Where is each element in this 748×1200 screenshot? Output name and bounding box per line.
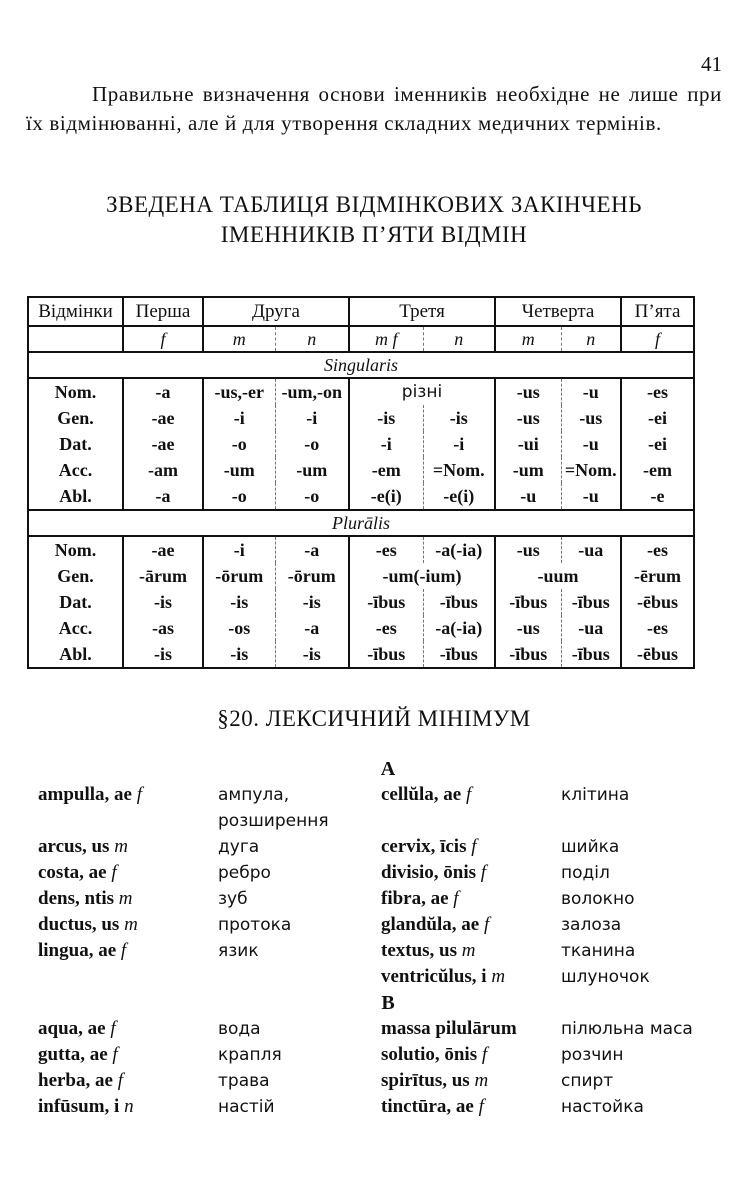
case-label: Abl. [59,643,92,664]
ending-cell: -em [621,457,694,483]
latin-term: ampulla, ae f [38,784,142,805]
gender-cell: m [495,326,561,352]
ukrainian-translation: вода [218,1019,261,1039]
ending-cell: -as [123,615,203,641]
table-row [28,563,694,589]
ending-cell: -is [123,641,203,668]
ending-cell: -is [275,589,349,615]
latin-term: gutta, ae f [38,1044,118,1065]
ukrainian-translation: шлуночок [561,967,650,987]
ukrainian-translation: зуб [218,889,248,909]
ending-cell: -es [349,615,423,641]
ending-cell: -a(-ia) [423,615,495,641]
plural-label-row [28,510,694,536]
ending-cell: -i [275,405,349,431]
gender-mark: m [124,914,138,935]
ending-cell: -ībus [423,589,495,615]
ending-cell: -ōrum [275,563,349,589]
table-row [28,483,694,510]
ending-cell: -ae [123,405,203,431]
ending-cell: -us [561,405,621,431]
header-fourth: Четверта [495,297,621,326]
latin-term: aqua, ae f [38,1018,116,1039]
gender-mark: f [480,862,487,883]
ending-cell: -i [423,431,495,457]
latin-term: solutio, ōnis f [381,1044,488,1065]
ending-cell: -ārum [123,563,203,589]
table-row [28,431,694,457]
header-fifth: П’ята [621,297,694,326]
gender-cell: f [621,326,694,352]
gender-mark: f [478,1096,484,1117]
ending-cell: -a(-ia) [423,536,495,563]
ending-cell: -is [423,405,495,431]
header-third: Третя [349,297,495,326]
ending-cell: -em [349,457,423,483]
intro-paragraph: Правильне визначення основи іменників необхідне не лише при їх відмінюванні, але й для утворення складних медичних термінів. [26,82,722,135]
gender-cell: m [203,326,275,352]
gender-mark: m [114,836,128,857]
gender-mark: f [110,1018,116,1039]
gender-mark: f [465,784,472,805]
vocab-row [38,912,738,938]
declension-endings-table [27,296,695,669]
letter-a-heading: А [380,758,396,780]
ending-cell: -ēbus [621,641,694,668]
latin-term: cervix, īcis f [381,836,477,857]
vocab-row [38,860,738,886]
table-row [28,457,694,483]
ending-cell: -u [495,483,561,510]
vocab-row [38,1094,738,1120]
case-label: Nom. [54,381,97,402]
ending-cell: -ui [495,431,561,457]
letter-b-heading: В [381,992,395,1014]
ukrainian-translation: волокно [561,889,635,909]
ending-cell: -es [621,378,694,405]
table-row [28,378,694,405]
ukrainian-translation [218,964,381,990]
vocab-row [38,834,738,860]
gender-mark: f [112,1044,118,1065]
gender-mark: m [118,888,133,909]
gender-mark: f [483,914,490,935]
ending-cell: -e [621,483,694,510]
header-cases: Відмінки [28,297,123,326]
gender-cell: n [423,326,495,352]
ending-cell: -es [621,536,694,563]
ending-cell: -os [203,615,275,641]
ending-cell: -um [203,457,275,483]
ending-cell: -i [203,536,275,563]
ending-cell: -u [561,378,621,405]
gender-mark: n [124,1096,134,1117]
ending-cell: -i [349,431,423,457]
vocab-row [38,782,738,834]
case-label: Gen. [57,565,94,586]
gender-empty [28,326,123,352]
ending-cell: -e(i) [423,483,495,510]
ending-cell: -ae [123,431,203,457]
vocab-row [38,938,738,964]
ending-cell: -us,-er [203,378,275,405]
ending-cell: різні [349,378,495,405]
header-second: Друга [203,297,349,326]
plural-label: Plurālis [28,510,694,536]
gender-mark: f [136,784,142,805]
ending-cell: -ei [621,405,694,431]
ukrainian-translation: пілюльна маса [561,1019,693,1039]
ending-cell: -ērum [621,563,694,589]
ending-cell: -ībus [349,589,423,615]
table-header-row [28,297,694,326]
latin-term: ventricŭlus, i m [381,966,506,987]
ending-cell: -is [123,589,203,615]
ending-cell: -us [495,378,561,405]
ending-cell: =Nom. [561,457,621,483]
latin-term: cellŭla, ae f [381,784,472,805]
section-title: §20. ЛЕКСИЧНИЙ МІНІМУМ [217,706,531,731]
gender-row [28,326,694,352]
ending-cell: -ae [123,536,203,563]
ending-cell: -o [203,483,275,510]
ending-cell: -ībus [561,589,621,615]
gender-cell: n [275,326,349,352]
ending-cell: -is [349,405,423,431]
ukrainian-translation: дуга [218,837,260,857]
gender-cell: f [123,326,203,352]
ending-cell: -is [203,641,275,668]
latin-term: spirītus, us m [381,1070,489,1091]
ending-cell: -a [275,536,349,563]
latin-term: divisio, ōnis f [381,862,487,883]
ending-cell: -us [495,536,561,563]
ending-cell: -ua [561,536,621,563]
ending-cell: -es [349,536,423,563]
gender-mark: m [461,940,476,961]
latin-term: glandŭla, ae f [381,914,490,935]
table-row [28,641,694,668]
vocab-row [38,1042,738,1068]
ending-cell: -es [621,615,694,641]
latin-term: costa, ae f [38,862,117,883]
table-row [28,536,694,563]
singular-label-row [28,352,694,378]
vocab-row [38,1016,738,1042]
ukrainian-translation: настій [218,1097,275,1117]
gender-mark: f [120,940,127,961]
table-title-line-2: ІМЕННИКІВ П’ЯТИ ВІДМІН [220,222,528,247]
header-first: Перша [123,297,203,326]
latin-term: textus, us m [381,940,476,961]
ending-cell: -is [275,641,349,668]
ukrainian-translation: крапля [218,1045,282,1065]
ending-cell: -uum [495,563,621,589]
ending-cell: -i [203,405,275,431]
ending-cell: -ōrum [203,563,275,589]
ending-cell: -ībus [495,641,561,668]
table-row [28,589,694,615]
latin-term [38,964,218,990]
singular-label: Singularis [28,352,694,378]
latin-term: fibra, ae f [381,888,459,909]
latin-term: arcus, us m [38,836,128,857]
ukrainian-translation: залоза [561,915,622,935]
gender-mark: f [117,1070,123,1091]
latin-term: tinctūra, ae f [381,1096,484,1117]
ending-cell: -u [561,431,621,457]
ending-cell: -us [495,405,561,431]
ending-cell: -a [123,483,203,510]
ukrainian-translation: спирт [561,1071,614,1091]
ending-cell: -a [275,615,349,641]
gender-cell: n [561,326,621,352]
ukrainian-translation: язик [218,941,259,961]
latin-term: dens, ntis m [38,888,133,909]
ending-cell: -ēbus [621,589,694,615]
latin-term: infūsum, i n [38,1096,134,1117]
ending-cell: -um,-on [275,378,349,405]
latin-term: herba, ae f [38,1070,123,1091]
gender-mark: f [111,862,117,883]
case-label: Nom. [54,539,97,560]
case-label: Abl. [59,485,92,506]
ending-cell: =Nom. [423,457,495,483]
ending-cell: -e(i) [349,483,423,510]
ending-cell: -is [203,589,275,615]
case-label: Gen. [57,407,94,428]
letter-heading-row [38,756,738,782]
letter-heading-row [38,990,738,1016]
ending-cell: -am [123,457,203,483]
vocabulary-list-a [38,756,738,1120]
vocab-row [38,1068,738,1094]
ending-cell: -um(-ium) [349,563,495,589]
gender-mark: f [471,836,477,857]
ukrainian-translation: ребро [218,863,271,883]
ending-cell: -ei [621,431,694,457]
gender-mark: m [474,1070,489,1091]
gender-mark: f [481,1044,488,1065]
ukrainian-translation: клітина [561,785,630,805]
ending-cell: -us [495,615,561,641]
ending-cell: -o [275,483,349,510]
ending-cell: -ua [561,615,621,641]
page-number: 41 [701,52,722,76]
ending-cell: -um [495,457,561,483]
gender-mark: m [491,966,506,987]
ending-cell: -o [203,431,275,457]
gender-cell: m f [349,326,423,352]
ending-cell: -um [275,457,349,483]
case-label: Acc. [58,459,93,480]
table-row [28,405,694,431]
ukrainian-translation: протока [218,915,292,935]
ending-cell: -u [561,483,621,510]
ukrainian-translation: настойка [561,1097,644,1117]
table-title-line-1: ЗВЕДЕНА ТАБЛИЦЯ ВІДМІНКОВИХ ЗАКІНЧЕНЬ [106,192,642,217]
latin-term: lingua, ae f [38,940,127,961]
case-label: Acc. [58,617,93,638]
ukrainian-translation: трава [218,1071,270,1091]
ending-cell: -ībus [561,641,621,668]
ukrainian-translation: поділ [561,863,610,883]
ukrainian-translation: розчин [561,1045,624,1065]
ending-cell: -ībus [495,589,561,615]
ending-cell: -ībus [423,641,495,668]
ending-cell: -a [123,378,203,405]
vocab-row [38,886,738,912]
ending-cell: -o [275,431,349,457]
ukrainian-translation: шийка [561,837,620,857]
table-row [28,615,694,641]
ending-cell: -ībus [349,641,423,668]
latin-term: ductus, us m [38,914,138,935]
case-label: Dat. [59,433,92,454]
latin-term: massa pilulārum [381,1018,517,1039]
ukrainian-translation: тканина [561,941,636,961]
case-label: Dat. [59,591,92,612]
gender-mark: f [453,888,459,909]
vocab-row [38,964,738,990]
ukrainian-translation: ампула, розширення [218,785,329,831]
